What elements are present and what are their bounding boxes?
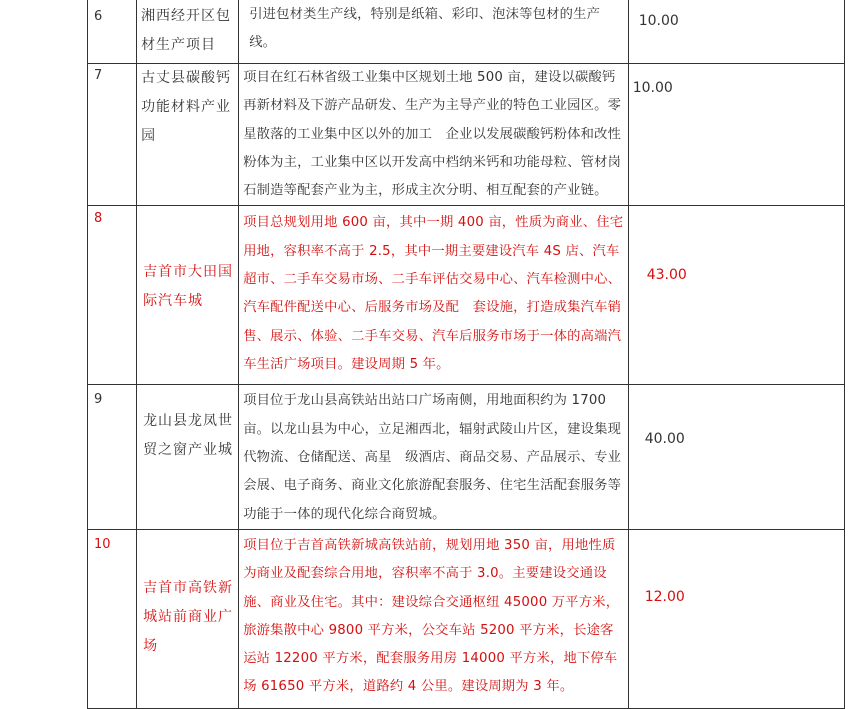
project-description: 项目位于龙山县高铁站出站口广场南侧，用地面积约为 1700 亩。以龙山县为中心，立足湘西北，辐射武陵山片区，建设集现代物流、仓储配送、高星 级酒店、商品交易、产品展示、专业会展、电子商务、商业文化旅游配套服务、住宅生活配套服务等功能于一体的现代化综合商贸城。	[243, 393, 622, 522]
table-row	[88, 206, 845, 385]
cell-name	[137, 529, 239, 708]
row-number: 7	[94, 68, 103, 83]
table-row	[88, 385, 845, 529]
cell-desc	[239, 64, 629, 206]
cell-no	[88, 529, 137, 708]
cell-name	[137, 0, 239, 64]
project-description: 引进包材类生产线，特别是纸箱、彩印、泡沫等包材的生产线。	[249, 7, 601, 51]
investment-amount: 43.00	[646, 267, 687, 284]
cell-name	[137, 385, 239, 529]
cell-no	[88, 64, 137, 206]
project-name: 龙山县龙凤世贸之窗产业城	[143, 413, 234, 459]
project-name: 吉首市大田国际汽车城	[143, 264, 234, 310]
row-number: 10	[94, 536, 111, 552]
table-row	[88, 64, 845, 206]
project-description: 项目在红石林省级工业集中区规划土地 500 亩，建设以碳酸钙再新材料及下游产品研发、生产为主导产业的特色工业园区。零星散落的工业集中区以外的加工 企业以发展碳酸钙粉体和改性粉体为主，工业集中区以开发高中档纳米钙和功能母粒、管材岗石制造等配套产业为主，形成主次分明、相互配套的产业链。	[243, 70, 622, 199]
cell-amount	[628, 529, 844, 708]
cell-name	[137, 64, 239, 206]
cell-amount	[628, 385, 844, 529]
cell-name	[137, 206, 239, 385]
project-name: 吉首市高铁新城站前商业广场	[143, 579, 234, 654]
investment-amount: 10.00	[638, 13, 679, 29]
project-name: 湘西经开区包材生产项目	[141, 8, 232, 53]
cell-desc	[239, 206, 629, 385]
project-description: 项目总规划用地 600 亩，其中一期 400 亩，性质为商业、住宅用地，容积率不高于 2.5，其中一期主要建设汽车 4S 店、汽车超市、二手车交易市场、二手车评估交易中心、汽车检测中心、汽车配件配送中心、后服务市场及配 套设施，打造成集汽车销售、展示、体验、二手车交易、汽车后服务市场于一体的高端汽车生活广场项目。建设周期 5 年。	[243, 215, 624, 372]
project-description: 项目位于吉首高铁新城高铁站前，规划用地 350 亩，用地性质为商业及配套综合用地，容积率不高于 3.0。主要建设交通设施、商业及住宅。其中：建设综合交通枢纽 45000 万平方米，旅游集散中心 9800 平方米，公交车站 5200 平方米，长途客运站 12200 平方米，配套服务用房 14000 平方米，地下停车场 61650 平方米，道路约 4 公里。建设周期为 3 年。	[243, 537, 620, 695]
cell-amount	[628, 64, 844, 206]
investment-amount: 12.00	[644, 588, 685, 605]
cell-desc	[239, 385, 629, 529]
project-name: 古丈县碳酸钙功能材料产业园	[141, 70, 232, 144]
investment-amount: 40.00	[644, 431, 685, 448]
row-number: 6	[94, 9, 103, 24]
project-table	[87, 0, 845, 709]
table-row	[88, 0, 845, 64]
cell-no	[88, 206, 137, 385]
cell-amount	[628, 206, 844, 385]
cell-amount	[628, 0, 844, 64]
cell-no	[88, 385, 137, 529]
cell-desc	[239, 529, 629, 708]
cell-desc	[239, 0, 629, 64]
cell-no	[88, 0, 137, 64]
row-number: 9	[94, 392, 103, 408]
investment-amount: 10.00	[632, 80, 673, 96]
table-row	[88, 529, 845, 708]
row-number: 8	[94, 211, 103, 227]
